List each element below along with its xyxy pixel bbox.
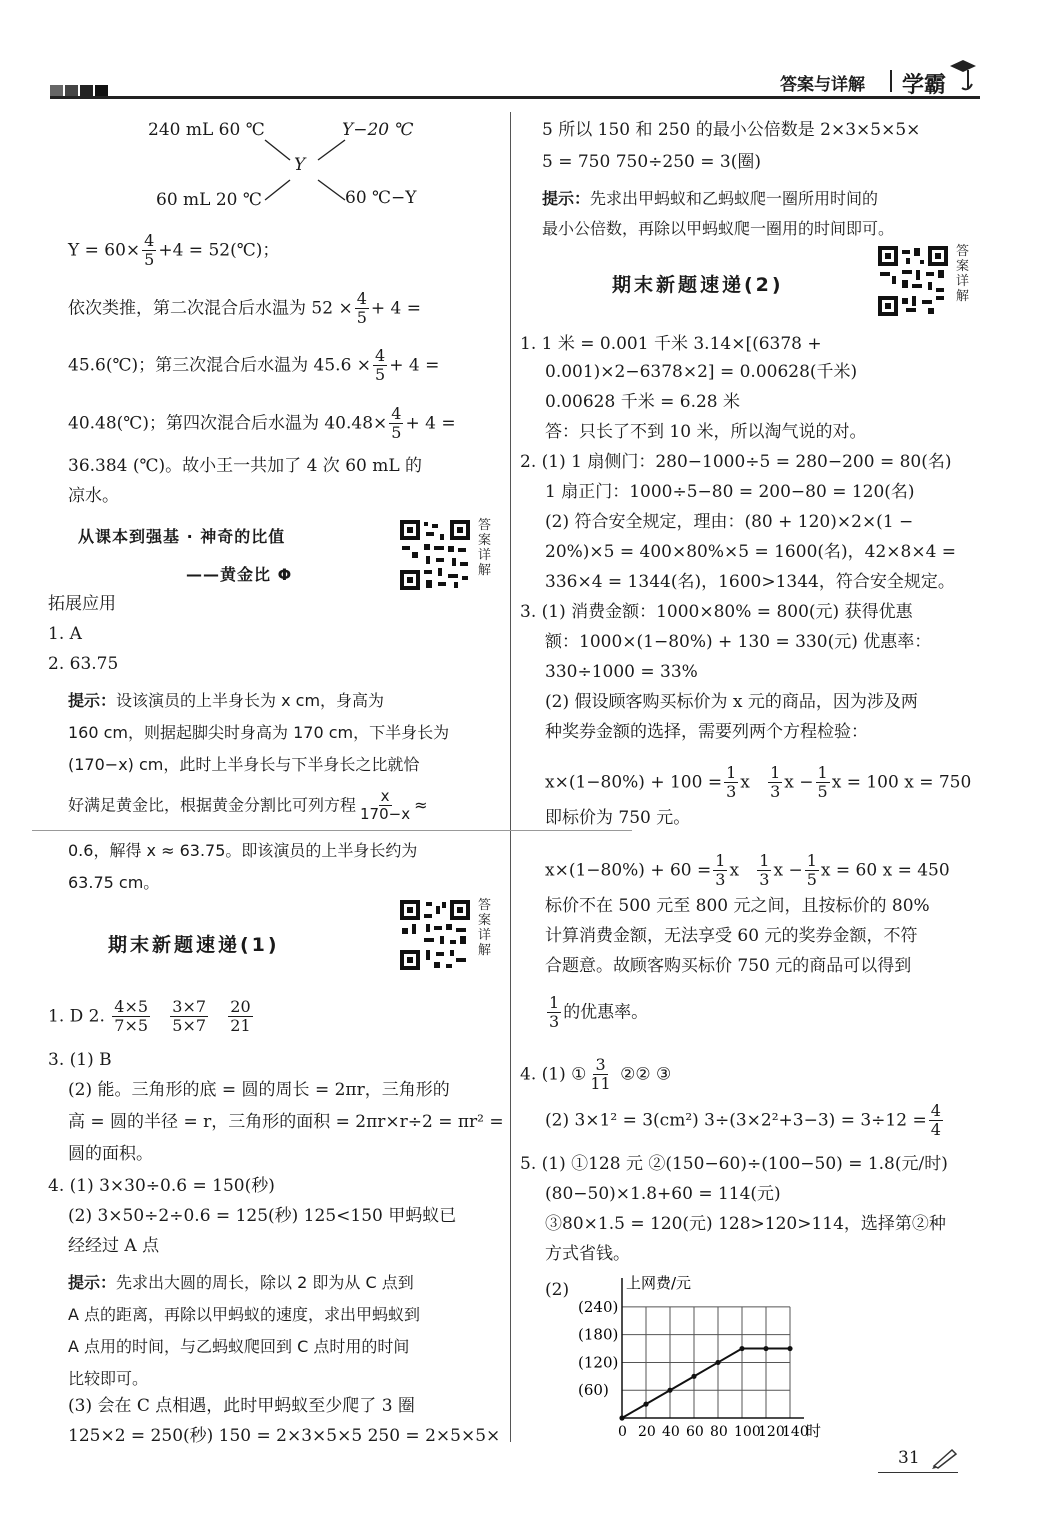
hint-line: 160 cm，则据起脚尖时身高为 170 cm，下半身长为 (68, 723, 450, 742)
equation-line: x×(1−80%) + 100 = $\frac{1}{3}$ x $\frac{1}{3}$ x − $\frac{1}{5}$ x = 100 x = 750 (545, 763, 972, 802)
qr-label: 答案详解 (478, 518, 492, 578)
header-section-label: 答案与详解 (780, 75, 865, 95)
answer-line: 125×2 = 250(秒) 150 = 2×3×5×5 250 = 2×5×5× (68, 1426, 501, 1446)
diagram-cross-lines (260, 135, 350, 205)
text-line: 45.6(℃)；第三次混合后水温为 45.6 × $\frac{4}{5}$ + 4 = (68, 346, 440, 385)
answer-line: 2. (1) 1 扇侧门：280−1000÷5 = 280−200 = 80(名) (520, 452, 952, 472)
x-tick-label: 0 (618, 1424, 627, 1440)
text-line: 36.384 (℃)。故小王一共加了 4 次 60 mL 的 (68, 456, 423, 476)
hint-line: 提示：设该演员的上半身长为 x cm，身高为 (68, 691, 385, 710)
answer-item: 2. 63.75 (48, 654, 119, 674)
diagram-bottom-right: 60 ℃−Y (345, 188, 417, 208)
text-line: 依次类推，第二次混合后水温为 52 × $\frac{4}{5}$ + 4 = (68, 289, 421, 328)
qr-code-icon (398, 898, 472, 972)
data-point (763, 1346, 768, 1351)
x-tick-label: 100 (734, 1424, 761, 1440)
x-tick-label: 60 (686, 1424, 704, 1440)
y-tick-label: (60) (578, 1381, 609, 1400)
text-line: 凉水。 (68, 486, 119, 506)
answer-line: 1. 1 米 = 0.001 千米 3.14×[(6378 + (520, 334, 822, 354)
hint-line: A 点用的时间，与乙蚂蚁爬回到 C 点时用的时间 (68, 1337, 410, 1356)
answer-line: 3. (1) 消费金额：1000×80% = 800(元) 获得优惠 (520, 602, 913, 622)
equation-line: x×(1−80%) + 60 = $\frac{1}{3}$ x $\frac{1}{3}$ x − $\frac{1}{5}$ x = 60 x = 450 (545, 851, 950, 890)
y-tick-label: (240) (578, 1297, 619, 1316)
x-tick-label: 140 (782, 1424, 809, 1440)
pencil-icon (930, 1446, 960, 1474)
header-divider (890, 70, 892, 92)
hint-line: 好满足黄金比，根据黄金分割比可列方程 $\frac{x}{170-x}$ ≈ (68, 787, 428, 824)
answer-line: 圆的面积。 (68, 1144, 153, 1164)
diagram-top-left: 240 mL 60 ℃ (148, 120, 265, 140)
diagram-top-right: Y−20 ℃ (342, 120, 414, 140)
header-rule (50, 96, 980, 99)
equation-y: Y = 60× $\frac{4}{5}$ +4 = 52(℃)； (68, 231, 280, 270)
answer-line: (2) 3×50÷2÷0.6 = 125(秒) 125<150 甲蚂蚁已 (68, 1206, 457, 1226)
answer-line: ③80×1.5 = 120(元) 128>120>114，选择第②种 (545, 1214, 946, 1234)
column-divider (510, 112, 511, 1442)
y-axis-label: 上网费/元 (626, 1274, 692, 1292)
section-title: 期末新题速递(2) (612, 274, 784, 296)
hint-line: 比较即可。 (68, 1369, 149, 1388)
qr-label: 答案详解 (478, 898, 492, 958)
answer-line: 高 = 圆的半径 = r，三角形的面积 = 2πr×r÷2 = πr² = (68, 1112, 504, 1132)
answer-line: $\frac{1}{3}$ 的优惠率。 (549, 993, 649, 1032)
answer-line: 答：只长了不到 10 米，所以淘气说的对。 (545, 422, 867, 442)
section-subtitle: ——黄金比 Φ (186, 565, 293, 584)
answer-line: 5 = 750 750÷250 = 3(圈) (542, 152, 761, 172)
answer-line: 方式省钱。 (545, 1244, 630, 1264)
answer-line: (80−50)×1.8+60 = 114(元) (545, 1184, 781, 1204)
hint-line: (170−x) cm，此时上半身长与下半身长之比就恰 (68, 755, 420, 774)
qr-label: 答案详解 (956, 244, 970, 304)
answer-line: 4. (1) 3×30÷0.6 = 150(秒) (48, 1176, 275, 1196)
answer-line: 0.001)×2−6378×2] = 0.00628(千米) (545, 362, 858, 382)
x-tick-label: 120 (758, 1424, 785, 1440)
answer-line: 额：1000×(1−80%) + 130 = 330(元) 优惠率： (545, 632, 932, 652)
hint-line: 0.6，解得 x ≈ 63.75。即该演员的上半身长约为 (68, 841, 418, 860)
answer-line: 4. (1) ① $\frac{3}{11}$ ②② ③ (520, 1055, 672, 1094)
answer-line: 5. (1) ①128 元 ②(150−60)÷(100−50) = 1.8(元/时) (520, 1154, 948, 1174)
diagram-bottom-left: 60 mL 20 ℃ (156, 190, 262, 210)
x-tick-label: 40 (662, 1424, 680, 1440)
data-point (643, 1402, 648, 1407)
answer-line: 336×4 = 1344(名)，1600>1344，符合安全规定。 (545, 572, 955, 592)
graduation-cap-icon (948, 58, 978, 98)
answer-line: 5 所以 150 和 250 的最小公倍数是 2×3×5×5× (542, 120, 921, 140)
series-line (622, 1349, 790, 1418)
answer-line: 0.00628 千米 = 6.28 米 (545, 392, 741, 412)
answer-line: (2) (545, 1280, 570, 1300)
answer-line: (2) 假设顾客购买标价为 x 元的商品，因为涉及两 (545, 692, 918, 712)
section-title: 期末新题速递(1) (108, 934, 280, 956)
footer-rule (878, 1472, 958, 1473)
hint-line: 最小公倍数，再除以甲蚂蚁爬一圈用的时间即可。 (542, 219, 895, 238)
data-point (691, 1374, 696, 1379)
answer-line: 330÷1000 = 33% (545, 662, 698, 682)
divider-line (32, 830, 632, 831)
hint-line: A 点的距离，再除以甲蚂蚁的速度，求出甲蚂蚁到 (68, 1305, 421, 1324)
answer-line: 1. D 2. $\frac{4\times 5}{7\times 5}$ $\frac{3\times 7}{5\times 7}$ $\frac{20}{21}$ (48, 997, 251, 1036)
answer-line: 种奖券金额的选择，需要列两个方程检验： (545, 722, 868, 742)
qr-code-icon (398, 518, 472, 592)
hint-line: 提示：先求出甲蚂蚁和乙蚂蚁爬一圈所用时间的 (542, 189, 879, 208)
section-title: 从课本到强基 · 神奇的比值 (78, 527, 286, 546)
answer-line: 即标价为 750 元。 (545, 808, 691, 828)
section-heading: 拓展应用 (48, 594, 116, 614)
y-tick-label: (120) (578, 1353, 619, 1372)
answer-line: (2) 符合安全规定，理由：(80 + 120)×2×(1 − (545, 512, 914, 532)
page-number: 31 (898, 1448, 920, 1468)
x-axis-label: 时 (806, 1422, 822, 1440)
y-tick-label: (180) (578, 1325, 619, 1344)
answer-line: 3. (1) B (48, 1050, 112, 1070)
answer-item: 1. A (48, 624, 82, 644)
x-tick-label: 20 (638, 1424, 656, 1440)
header-brand: 学霸 (902, 73, 947, 98)
data-point (787, 1346, 792, 1351)
answer-line: (2) 能。三角形的底 = 圆的周长 = 2πr，三角形的 (68, 1080, 450, 1100)
hint-line: 63.75 cm。 (68, 873, 160, 892)
diagram-center: Y (294, 155, 306, 175)
answer-line: 计算消费金额，无法享受 60 元的奖券金额，不符 (545, 926, 918, 946)
answer-line: (3) 会在 C 点相遇，此时甲蚂蚁至少爬了 3 圈 (68, 1396, 415, 1416)
hint-line: 提示：先求出大圆的周长，除以 2 即为从 C 点到 (68, 1273, 414, 1292)
data-point (667, 1388, 672, 1393)
answer-line: 标价不在 500 元至 800 元之间，且按标价的 80% (545, 896, 930, 916)
answer-line: 1 扇正门：1000÷5−80 = 200−80 = 120(名) (545, 482, 915, 502)
line-chart (560, 1270, 850, 1450)
text-line: 40.48(℃)；第四次混合后水温为 40.48× $\frac{4}{5}$ + 4 = (68, 404, 456, 443)
qr-code-icon (876, 244, 950, 318)
answer-line: 合题意。故顾客购买标价 750 元的商品可以得到 (545, 956, 912, 976)
answer-line: (2) 3×1² = 3(cm²) 3÷(3×2²+3−3) = 3÷12 = $\frac{4}{4}$ (545, 1101, 941, 1140)
answer-line: 经经过 A 点 (68, 1236, 160, 1256)
data-point (739, 1346, 744, 1351)
data-point (619, 1415, 624, 1420)
data-point (715, 1360, 720, 1365)
answer-line: 20%)×5 = 400×80%×5 = 1600(名)，42×8×4 = (545, 542, 957, 562)
x-tick-label: 80 (710, 1424, 728, 1440)
